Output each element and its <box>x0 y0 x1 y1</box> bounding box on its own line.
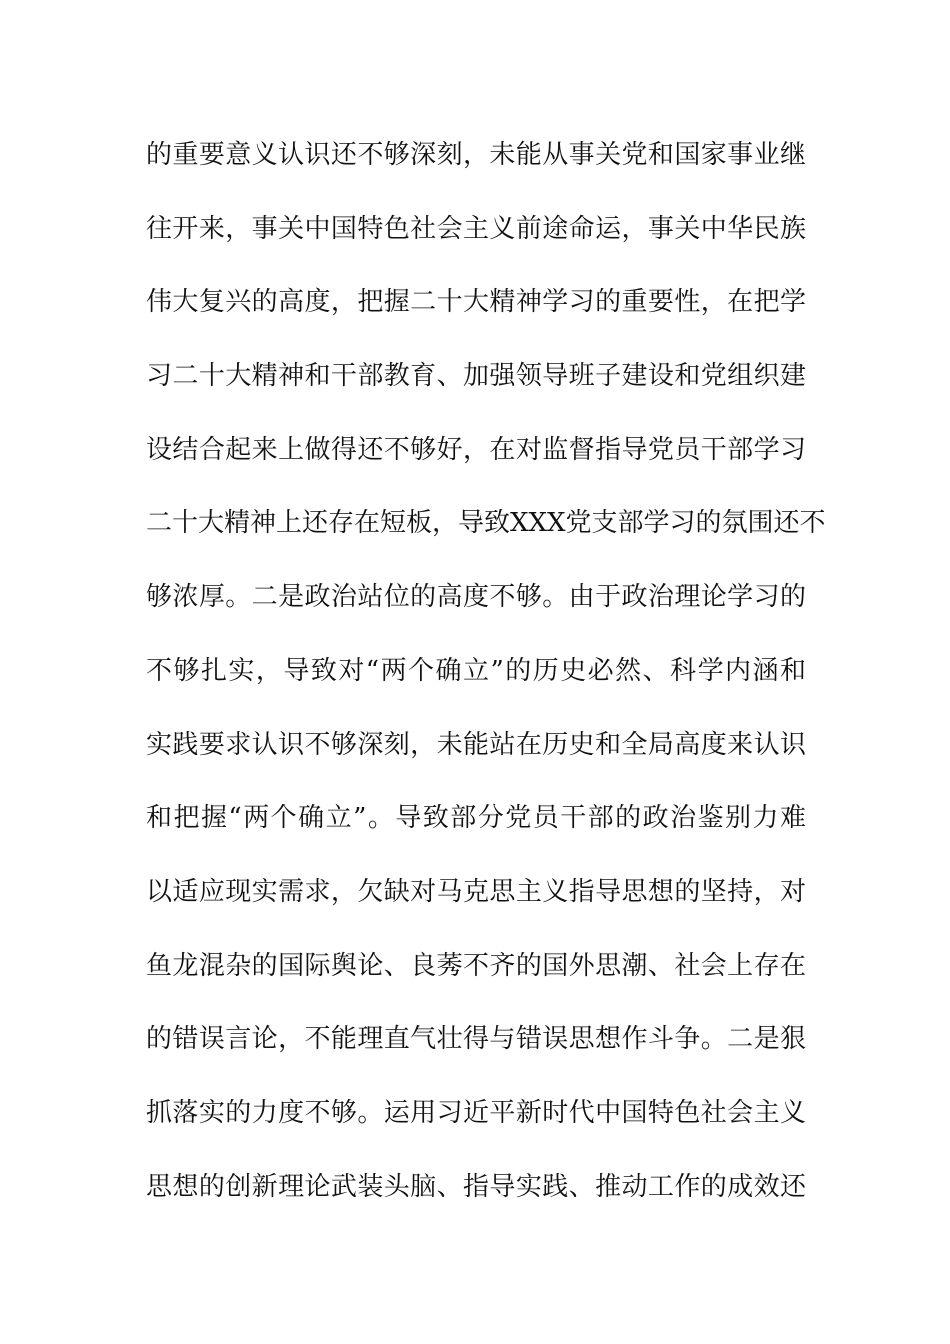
text-line-13: 的错误言论，不能理直气壮得与错误思想作斗争。二是狠 <box>146 1024 806 1055</box>
text-line-2: 往开来，事关中国特色社会主义前途命运，事关中华民族 <box>146 213 806 244</box>
text-line-10: 和把握“两个确立”。导致部分党员干部的政治鉴别力难 <box>146 803 806 834</box>
text-line-8: 不够扎实，导致对“两个确立”的历史必然、科学内涵和 <box>146 655 806 686</box>
text-line-5: 设结合起来上做得还不够好，在对监督指导党员干部学习 <box>146 434 806 465</box>
text-line-15: 思想的创新理论武装头脑、指导实践、推动工作的成效还 <box>146 1171 806 1202</box>
text-line-6: 二十大精神上还存在短板，导致XXX党支部学习的氛围还不 <box>146 508 826 539</box>
text-line-3: 伟大复兴的高度，把握二十大精神学习的重要性，在把学 <box>146 287 806 318</box>
text-line-9: 实践要求认识不够深刻，未能站在历史和全局高度来认识 <box>146 729 806 760</box>
text-line-11: 以适应现实需求，欠缺对马克思主义指导思想的坚持，对 <box>146 876 806 907</box>
body-text <box>146 131 826 1236</box>
text-line-14: 抓落实的力度不够。运用习近平新时代中国特色社会主义 <box>146 1097 806 1128</box>
text-line-1: 的重要意义认识还不够深刻，未能从事关党和国家事业继 <box>146 140 806 170</box>
text-line-7: 够浓厚。二是政治站位的高度不够。由于政治理论学习的 <box>146 582 806 613</box>
text-line-12: 鱼龙混杂的国际舆论、良莠不齐的国外思潮、社会上存在 <box>146 950 806 981</box>
text-line-4: 习二十大精神和干部教育、加强领导班子建设和党组织建 <box>146 361 806 392</box>
